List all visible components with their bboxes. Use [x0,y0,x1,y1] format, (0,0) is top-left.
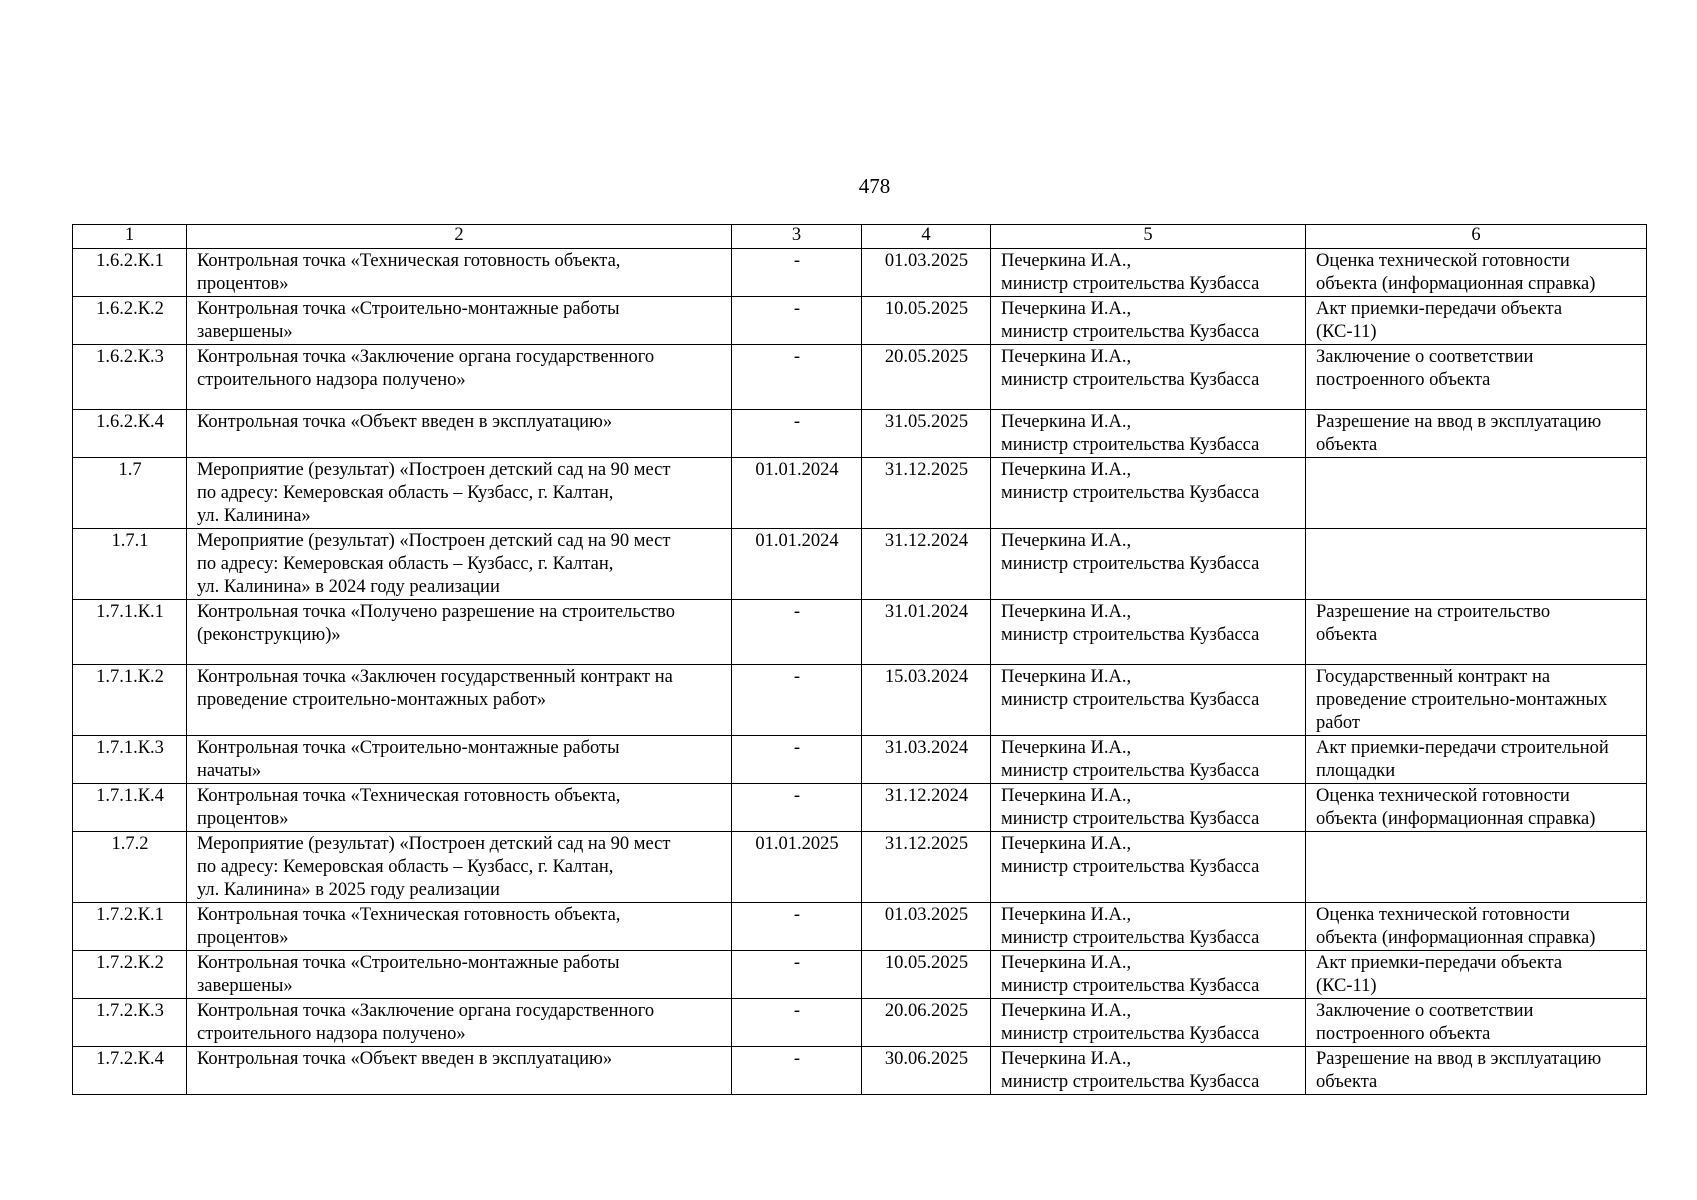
table-row [73,529,1647,600]
row-number: 1.7.2.К.2 [73,951,187,999]
start-date: - [732,297,862,345]
end-date: 31.12.2025 [862,458,991,529]
responsible-person: Печеркина И.А., министр строительства Кузбасса [991,784,1306,832]
result-document: Оценка технической готовности объекта (информационная справка) [1306,784,1647,832]
column-number: 4 [862,225,991,249]
start-date: - [732,951,862,999]
item-name: Мероприятие (результат) «Построен детский сад на 90 мест по адресу: Кемеровская область – Кузбасс, г. Калтан, ул. Калинина» в 2025 году реализации [187,832,732,903]
row-number: 1.7 [73,458,187,529]
plan-table [72,224,1647,1095]
start-date: - [732,1047,862,1095]
row-number: 1.7.1.К.1 [73,600,187,665]
table-row [73,832,1647,903]
item-name: Контрольная точка «Строительно-монтажные работы начаты» [187,736,732,784]
table-row [73,249,1647,297]
responsible-person: Печеркина И.А., министр строительства Кузбасса [991,1047,1306,1095]
start-date: - [732,600,862,665]
responsible-person: Печеркина И.А., министр строительства Кузбасса [991,297,1306,345]
row-number: 1.7.2.К.4 [73,1047,187,1095]
table-row [73,951,1647,999]
end-date: 31.03.2024 [862,736,991,784]
table-row [73,736,1647,784]
row-number: 1.7.2.К.1 [73,903,187,951]
responsible-person: Печеркина И.А., министр строительства Кузбасса [991,529,1306,600]
result-document: Разрешение на ввод в эксплуатацию объекта [1306,410,1647,458]
start-date: - [732,903,862,951]
column-number-row [73,225,1647,249]
result-document: Оценка технической готовности объекта (информационная справка) [1306,249,1647,297]
start-date: - [732,345,862,410]
result-document [1306,458,1647,529]
end-date: 31.01.2024 [862,600,991,665]
result-document [1306,529,1647,600]
responsible-person: Печеркина И.А., министр строительства Кузбасса [991,736,1306,784]
end-date: 31.05.2025 [862,410,991,458]
item-name: Контрольная точка «Объект введен в эксплуатацию» [187,1047,732,1095]
responsible-person: Печеркина И.А., министр строительства Кузбасса [991,249,1306,297]
result-document: Заключение о соответствии построенного объекта [1306,999,1647,1047]
responsible-person: Печеркина И.А., министр строительства Кузбасса [991,903,1306,951]
end-date: 01.03.2025 [862,903,991,951]
start-date: 01.01.2024 [732,529,862,600]
table-row [73,903,1647,951]
item-name: Контрольная точка «Объект введен в эксплуатацию» [187,410,732,458]
table-row [73,297,1647,345]
start-date: 01.01.2025 [732,832,862,903]
responsible-person: Печеркина И.А., министр строительства Кузбасса [991,410,1306,458]
page-number: 478 [858,174,891,198]
end-date: 31.12.2024 [862,784,991,832]
end-date: 31.12.2024 [862,529,991,600]
item-name: Контрольная точка «Строительно-монтажные работы завершены» [187,297,732,345]
result-document: Акт приемки-передачи объекта (КС-11) [1306,297,1647,345]
responsible-person: Печеркина И.А., министр строительства Кузбасса [991,665,1306,736]
responsible-person: Печеркина И.А., министр строительства Кузбасса [991,458,1306,529]
end-date: 31.12.2025 [862,832,991,903]
result-document: Государственный контракт на проведение строительно-монтажных работ [1306,665,1647,736]
end-date: 20.06.2025 [862,999,991,1047]
result-document: Разрешение на строительство объекта [1306,600,1647,665]
row-number: 1.7.1.К.2 [73,665,187,736]
responsible-person: Печеркина И.А., министр строительства Кузбасса [991,600,1306,665]
column-number: 6 [1306,225,1647,249]
table-row [73,345,1647,410]
start-date: - [732,249,862,297]
item-name: Мероприятие (результат) «Построен детский сад на 90 мест по адресу: Кемеровская область – Кузбасс, г. Калтан, ул. Калинина» [187,458,732,529]
row-number: 1.7.2 [73,832,187,903]
item-name: Контрольная точка «Техническая готовность объекта, процентов» [187,249,732,297]
start-date: - [732,736,862,784]
column-number: 5 [991,225,1306,249]
end-date: 30.06.2025 [862,1047,991,1095]
responsible-person: Печеркина И.А., министр строительства Кузбасса [991,999,1306,1047]
row-number: 1.6.2.К.3 [73,345,187,410]
table-row [73,999,1647,1047]
row-number: 1.7.1.К.3 [73,736,187,784]
item-name: Контрольная точка «Заключен государственный контракт на проведение строительно-монтажных работ» [187,665,732,736]
start-date: - [732,410,862,458]
responsible-person: Печеркина И.А., министр строительства Кузбасса [991,345,1306,410]
result-document: Оценка технической готовности объекта (информационная справка) [1306,903,1647,951]
item-name: Мероприятие (результат) «Построен детский сад на 90 мест по адресу: Кемеровская область – Кузбасс, г. Калтан, ул. Калинина» в 2024 году реализации [187,529,732,600]
end-date: 20.05.2025 [862,345,991,410]
end-date: 10.05.2025 [862,951,991,999]
end-date: 10.05.2025 [862,297,991,345]
start-date: - [732,784,862,832]
column-number: 3 [732,225,862,249]
result-document: Разрешение на ввод в эксплуатацию объекта [1306,1047,1647,1095]
end-date: 15.03.2024 [862,665,991,736]
result-document: Заключение о соответствии построенного объекта [1306,345,1647,410]
row-number: 1.6.2.К.4 [73,410,187,458]
table-row [73,665,1647,736]
item-name: Контрольная точка «Заключение органа государственного строительного надзора получено» [187,999,732,1047]
row-number: 1.6.2.К.2 [73,297,187,345]
result-document: Акт приемки-передачи объекта (КС-11) [1306,951,1647,999]
table-row [73,784,1647,832]
responsible-person: Печеркина И.А., министр строительства Кузбасса [991,832,1306,903]
column-number: 1 [73,225,187,249]
item-name: Контрольная точка «Техническая готовность объекта, процентов» [187,784,732,832]
item-name: Контрольная точка «Строительно-монтажные работы завершены» [187,951,732,999]
table-row [73,600,1647,665]
result-document: Акт приемки-передачи строительной площадки [1306,736,1647,784]
item-name: Контрольная точка «Техническая готовность объекта, процентов» [187,903,732,951]
table-row [73,1047,1647,1095]
end-date: 01.03.2025 [862,249,991,297]
row-number: 1.6.2.К.1 [73,249,187,297]
table-row [73,410,1647,458]
start-date: - [732,665,862,736]
item-name: Контрольная точка «Заключение органа государственного строительного надзора получено» [187,345,732,410]
plan-table-body [73,225,1647,1095]
table-row [73,458,1647,529]
start-date: - [732,999,862,1047]
start-date: 01.01.2024 [732,458,862,529]
item-name: Контрольная точка «Получено разрешение на строительство (реконструкцию)» [187,600,732,665]
column-number: 2 [187,225,732,249]
row-number: 1.7.1.К.4 [73,784,187,832]
row-number: 1.7.1 [73,529,187,600]
result-document [1306,832,1647,903]
row-number: 1.7.2.К.3 [73,999,187,1047]
responsible-person: Печеркина И.А., министр строительства Кузбасса [991,951,1306,999]
